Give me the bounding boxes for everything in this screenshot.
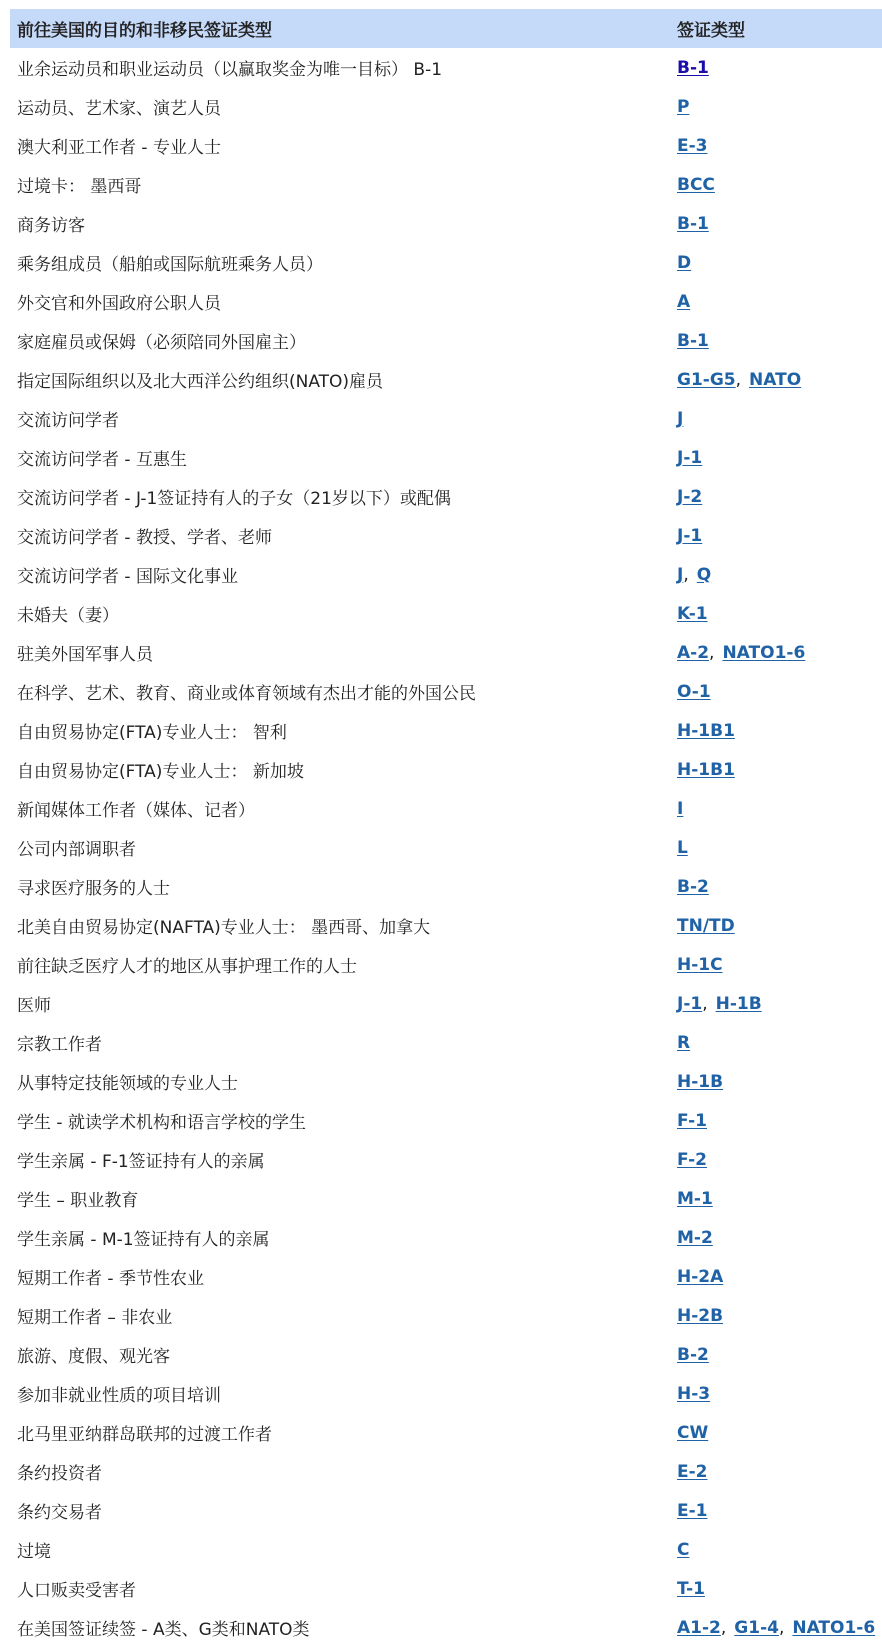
visa-type-cell xyxy=(677,253,882,273)
visa-type-link[interactable]: H-1B1 xyxy=(677,720,735,741)
table-row xyxy=(10,1062,882,1101)
table-row xyxy=(10,1413,882,1452)
purpose-cell: 宗教工作者 xyxy=(17,1035,102,1055)
table-row xyxy=(10,1569,882,1608)
visa-type-cell xyxy=(677,1618,882,1638)
visa-type-cell xyxy=(677,409,882,429)
visa-type-cell xyxy=(677,1423,882,1443)
table-row xyxy=(10,1335,882,1374)
purpose-cell: 人口贩卖受害者 xyxy=(17,1581,136,1601)
visa-type-link[interactable]: T-1 xyxy=(677,1578,705,1599)
visa-table xyxy=(10,9,882,1647)
visa-type-cell xyxy=(677,1384,882,1404)
visa-type-cell xyxy=(677,838,882,858)
visa-type-link[interactable]: M-1 xyxy=(677,1188,713,1209)
purpose-cell: 短期工作者 - 季节性农业 xyxy=(17,1269,204,1289)
visa-type-cell xyxy=(677,1189,882,1209)
purpose-cell: 过境卡： 墨西哥 xyxy=(17,177,142,197)
table-body xyxy=(10,48,882,1647)
visa-type-link[interactable]: C xyxy=(677,1539,690,1560)
visa-type-cell xyxy=(677,1501,882,1521)
visa-type-link[interactable]: H-3 xyxy=(677,1383,711,1404)
visa-type-link[interactable]: B-2 xyxy=(677,876,709,897)
purpose-cell: 前往缺乏医疗人才的地区从事护理工作的人士 xyxy=(17,957,357,977)
visa-type-link[interactable]: B-1 xyxy=(677,57,709,78)
visa-type-link[interactable]: E-3 xyxy=(677,135,708,156)
visa-type-link[interactable]: J-2 xyxy=(677,486,703,507)
table-row xyxy=(10,984,882,1023)
purpose-cell: 自由贸易协定(FTA)专业人士： 新加坡 xyxy=(17,762,304,782)
visa-type-link[interactable]: CW xyxy=(677,1422,709,1443)
visa-type-cell xyxy=(677,214,882,234)
purpose-cell: 过境 xyxy=(17,1542,51,1562)
visa-type-link[interactable]: J-1 xyxy=(677,525,703,546)
table-row xyxy=(10,828,882,867)
visa-type-cell xyxy=(677,1306,882,1326)
purpose-cell: 北美自由贸易协定(NAFTA)专业人士： 墨西哥、加拿大 xyxy=(17,918,431,938)
visa-type-cell xyxy=(677,643,882,663)
visa-type-cell xyxy=(677,877,882,897)
table-row xyxy=(10,516,882,555)
visa-type-link[interactable]: E-2 xyxy=(677,1461,708,1482)
visa-type-link[interactable]: L xyxy=(677,837,688,858)
table-row xyxy=(10,1023,882,1062)
purpose-cell: 新闻媒体工作者（媒体、记者） xyxy=(17,801,255,821)
visa-type-cell xyxy=(677,487,882,507)
purpose-cell: 寻求医疗服务的人士 xyxy=(17,879,170,899)
visa-type-cell xyxy=(677,1462,882,1482)
visa-type-cell xyxy=(677,604,882,624)
table-row xyxy=(10,360,882,399)
table-row xyxy=(10,1491,882,1530)
visa-type-link[interactable]: A-2 xyxy=(677,642,710,663)
visa-type-cell xyxy=(677,448,882,468)
purpose-cell: 参加非就业性质的项目培训 xyxy=(17,1386,221,1406)
table-row xyxy=(10,867,882,906)
visa-type-cell xyxy=(677,994,882,1014)
purpose-cell: 在美国签证续签 - A类、G类和NATO类 xyxy=(17,1620,310,1640)
visa-type-cell xyxy=(677,370,882,390)
visa-type-cell xyxy=(677,955,882,975)
visa-type-link[interactable]: BCC xyxy=(677,174,715,195)
visa-type-cell xyxy=(677,1267,882,1287)
table-row xyxy=(10,1608,882,1647)
table-row xyxy=(10,48,882,87)
visa-type-link[interactable]: R xyxy=(677,1032,691,1053)
table-row xyxy=(10,243,882,282)
purpose-cell: 自由贸易协定(FTA)专业人士： 智利 xyxy=(17,723,287,743)
table-row xyxy=(10,165,882,204)
visa-type-link[interactable]: H-1B xyxy=(677,1071,724,1092)
purpose-cell: 交流访问学者 - 国际文化事业 xyxy=(17,567,238,587)
purpose-cell: 未婚夫（妻） xyxy=(17,606,119,626)
purpose-cell: 外交官和外国政府公职人员 xyxy=(17,294,221,314)
visa-type-link[interactable]: H-2A xyxy=(677,1266,724,1287)
visa-type-link[interactable]: H-1B xyxy=(715,993,762,1014)
table-row xyxy=(10,711,882,750)
visa-type-link[interactable]: NATO1-6 xyxy=(722,642,806,663)
purpose-cell: 交流访问学者 - 教授、学者、老师 xyxy=(17,528,272,548)
purpose-cell: 学生亲属 - M-1签证持有人的亲属 xyxy=(17,1230,270,1250)
purpose-cell: 学生 – 职业教育 xyxy=(17,1191,139,1211)
visa-type-link[interactable]: O-1 xyxy=(677,681,711,702)
visa-type-cell xyxy=(677,1579,882,1599)
visa-type-link[interactable]: P xyxy=(677,96,690,117)
purpose-cell: 学生亲属 - F-1签证持有人的亲属 xyxy=(17,1152,265,1172)
purpose-cell: 旅游、度假、观光客 xyxy=(17,1347,170,1367)
visa-type-cell xyxy=(677,721,882,741)
purpose-cell: 学生 - 就读学术机构和语言学校的学生 xyxy=(17,1113,306,1133)
purpose-cell: 条约交易者 xyxy=(17,1503,102,1523)
table-row xyxy=(10,1452,882,1491)
visa-type-cell xyxy=(677,331,882,351)
table-row xyxy=(10,87,882,126)
visa-type-cell xyxy=(677,97,882,117)
table-row xyxy=(10,555,882,594)
visa-type-link[interactable]: NATO1-6 xyxy=(792,1617,876,1638)
visa-type-cell xyxy=(677,1072,882,1092)
visa-type-link[interactable]: E-1 xyxy=(677,1500,708,1521)
header-purpose: 前往美国的目的和非移民签证类型 xyxy=(17,21,272,41)
table-row xyxy=(10,1179,882,1218)
visa-type-cell xyxy=(677,526,882,546)
visa-type-cell xyxy=(677,58,882,78)
visa-type-cell xyxy=(677,1111,882,1131)
visa-type-link[interactable]: A1-2 xyxy=(677,1617,721,1638)
table-row xyxy=(10,1296,882,1335)
visa-type-link[interactable]: J-1 xyxy=(677,447,703,468)
purpose-cell: 公司内部调职者 xyxy=(17,840,136,860)
visa-type-link[interactable]: M-2 xyxy=(677,1227,713,1248)
visa-type-link[interactable]: D xyxy=(677,252,692,273)
visa-type-cell xyxy=(677,1150,882,1170)
table-row xyxy=(10,1530,882,1569)
visa-type-link[interactable]: H-1C xyxy=(677,954,723,975)
table-row xyxy=(10,750,882,789)
table-row xyxy=(10,1257,882,1296)
visa-type-link[interactable]: A xyxy=(677,291,691,312)
visa-type-link[interactable]: TN/TD xyxy=(677,915,735,936)
visa-type-link[interactable]: J-1 xyxy=(677,993,703,1014)
table-row xyxy=(10,1101,882,1140)
table-row xyxy=(10,633,882,672)
purpose-cell: 澳大利亚工作者 - 专业人士 xyxy=(17,138,221,158)
visa-type-link[interactable]: H-2B xyxy=(677,1305,724,1326)
visa-type-cell xyxy=(677,292,882,312)
visa-type-link[interactable]: B-1 xyxy=(677,330,709,351)
visa-type-link[interactable]: B-1 xyxy=(677,213,709,234)
visa-type-cell xyxy=(677,565,882,585)
visa-separator: , xyxy=(709,642,715,663)
purpose-cell: 运动员、艺术家、演艺人员 xyxy=(17,99,221,119)
table-row xyxy=(10,438,882,477)
visa-type-link[interactable]: G1-4 xyxy=(734,1617,779,1638)
purpose-cell: 在科学、艺术、教育、商业或体育领域有杰出才能的外国公民 xyxy=(17,684,476,704)
purpose-cell: 商务访客 xyxy=(17,216,85,236)
purpose-cell: 交流访问学者 - 互惠生 xyxy=(17,450,187,470)
visa-type-link[interactable]: NATO xyxy=(749,369,802,390)
table-row xyxy=(10,1140,882,1179)
header-visa-type: 签证类型 xyxy=(677,21,745,41)
visa-type-link[interactable]: H-1B1 xyxy=(677,759,735,780)
table-row xyxy=(10,1218,882,1257)
visa-separator: , xyxy=(683,564,689,585)
purpose-cell: 驻美外国军事人员 xyxy=(17,645,153,665)
purpose-cell: 交流访问学者 xyxy=(17,411,119,431)
table-row xyxy=(10,399,882,438)
purpose-cell: 乘务组成员（船舶或国际航班乘务人员） xyxy=(17,255,323,275)
purpose-cell: 指定国际组织以及北大西洋公约组织(NATO)雇员 xyxy=(17,372,384,392)
purpose-cell: 短期工作者 – 非农业 xyxy=(17,1308,173,1328)
visa-type-cell xyxy=(677,799,882,819)
visa-separator: , xyxy=(735,369,742,390)
table-row xyxy=(10,477,882,516)
table-row xyxy=(10,1374,882,1413)
visa-type-cell xyxy=(677,1540,882,1560)
purpose-cell: 医师 xyxy=(17,996,51,1016)
table-row xyxy=(10,126,882,165)
purpose-cell: 交流访问学者 - J-1签证持有人的子女（21岁以下）或配偶 xyxy=(17,489,451,509)
visa-type-cell xyxy=(677,1228,882,1248)
visa-separator: , xyxy=(778,1617,785,1638)
purpose-cell: 条约投资者 xyxy=(17,1464,102,1484)
visa-type-link[interactable]: J xyxy=(677,408,684,429)
visa-separator: , xyxy=(720,1617,727,1638)
purpose-cell: 北马里亚纳群岛联邦的过渡工作者 xyxy=(17,1425,272,1445)
visa-separator: , xyxy=(702,993,708,1014)
table-row xyxy=(10,789,882,828)
table-row xyxy=(10,321,882,360)
visa-type-cell xyxy=(677,175,882,195)
table-row xyxy=(10,945,882,984)
visa-type-cell xyxy=(677,1345,882,1365)
purpose-cell: 业余运动员和职业运动员（以赢取奖金为唯一目标） B-1 xyxy=(17,60,443,80)
table-row xyxy=(10,282,882,321)
visa-type-link[interactable]: I xyxy=(677,798,684,819)
visa-type-link[interactable]: G1-G5 xyxy=(677,369,736,390)
visa-type-cell xyxy=(677,916,882,936)
visa-type-link[interactable]: K-1 xyxy=(677,603,708,624)
visa-type-cell xyxy=(677,682,882,702)
table-row xyxy=(10,204,882,243)
visa-type-cell xyxy=(677,760,882,780)
visa-type-link[interactable]: F-1 xyxy=(677,1110,707,1131)
visa-type-link[interactable]: F-2 xyxy=(677,1149,707,1170)
visa-type-link[interactable]: B-2 xyxy=(677,1344,709,1365)
visa-type-link[interactable]: Q xyxy=(696,564,712,585)
table-row xyxy=(10,672,882,711)
purpose-cell: 家庭雇员或保姆（必须陪同外国雇主） xyxy=(17,333,306,353)
visa-type-cell xyxy=(677,1033,882,1053)
purpose-cell: 从事特定技能领域的专业人士 xyxy=(17,1074,238,1094)
table-header xyxy=(10,9,882,48)
visa-type-link[interactable]: J xyxy=(677,564,684,585)
table-row xyxy=(10,906,882,945)
table-row xyxy=(10,594,882,633)
visa-type-cell xyxy=(677,136,882,156)
